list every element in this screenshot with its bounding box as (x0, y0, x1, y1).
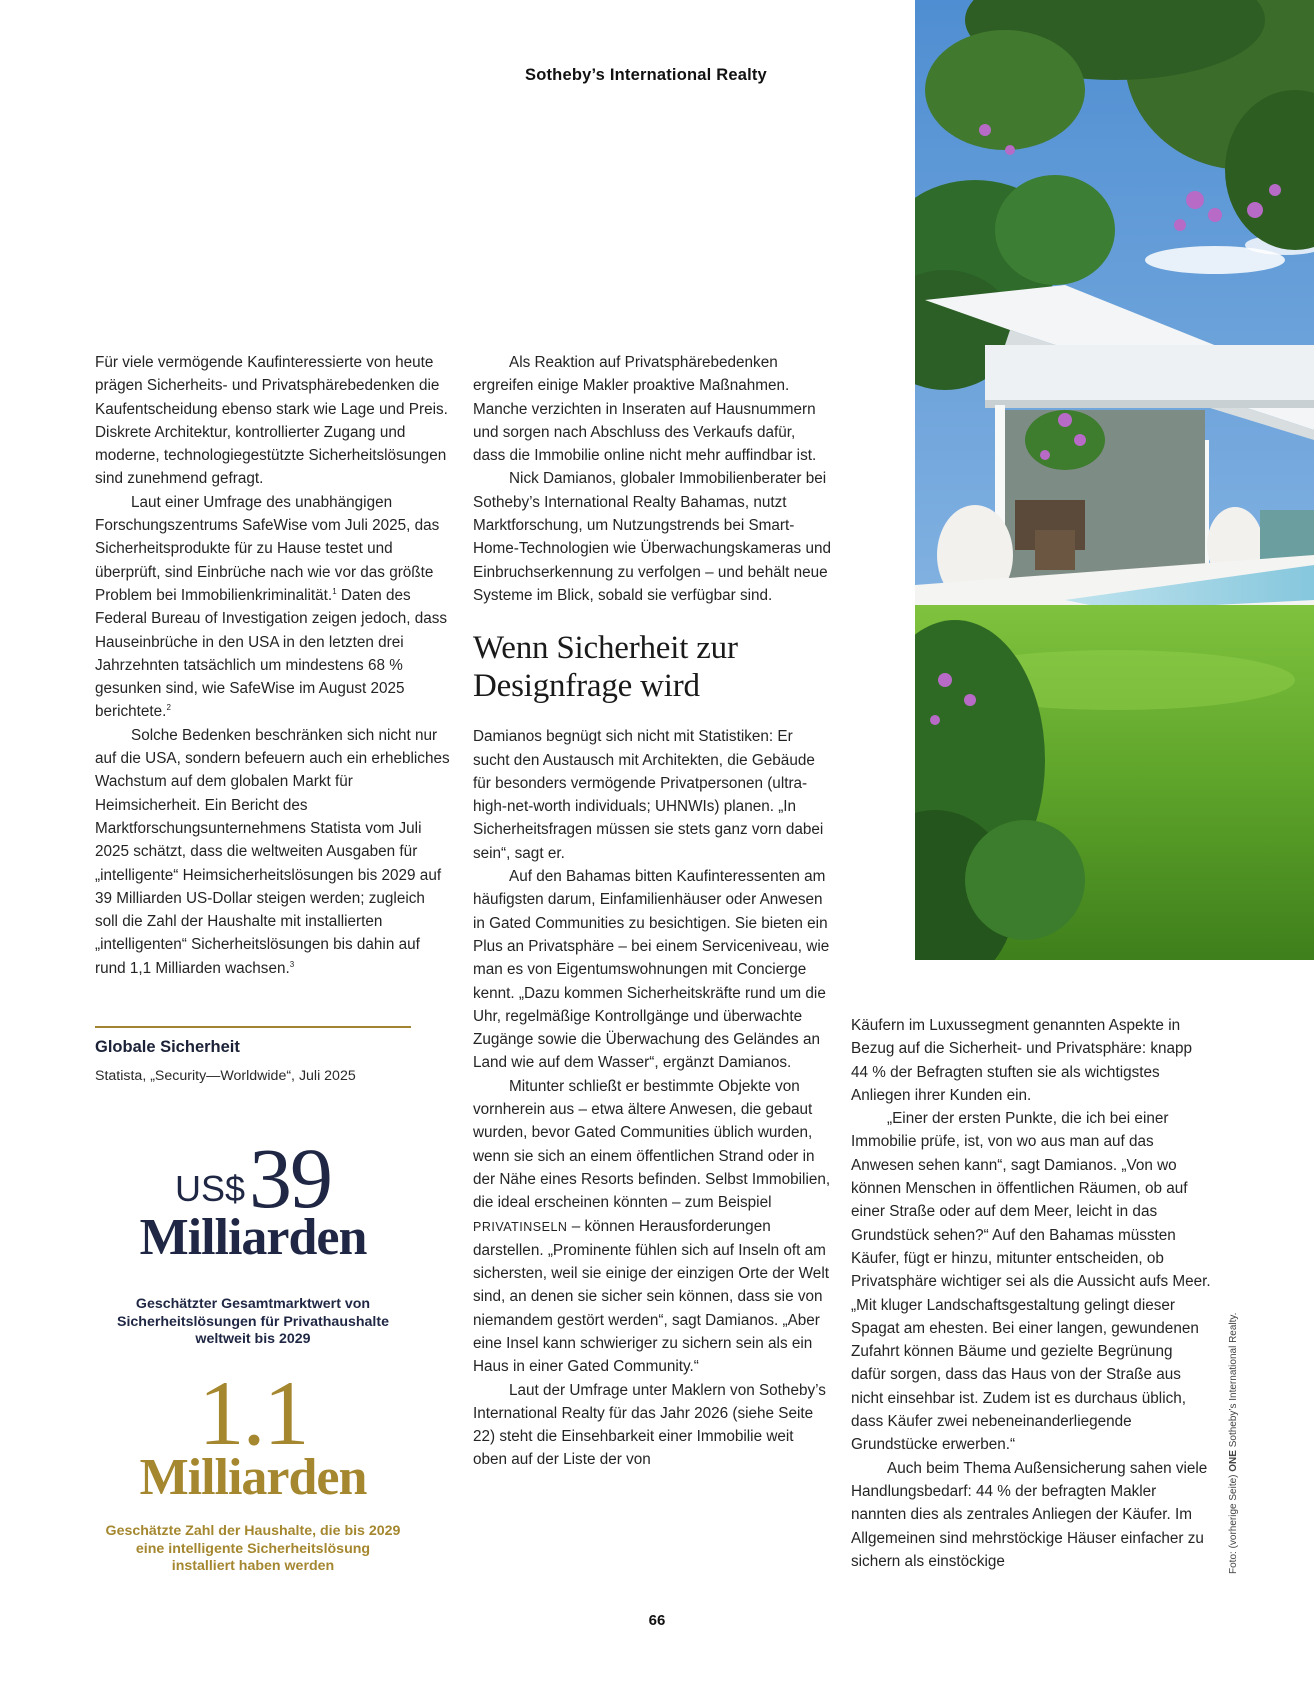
stat-unit: Milliarden (139, 1449, 367, 1506)
paragraph: Solche Bedenken beschränken sich nicht nur auf die USA, sondern befeuern auch ein erhebliches Wachstum auf dem globalen Markt für Heimsicherheit. Ein Bericht des Marktforschungsunternehmens Statista vom Juli 2025 schätzt, dass die weltweiten Ausgaben für „intelligente“ Heimsicherheitslösungen bis 2029 auf 39 Milliarden US-Dollar steigen werden; zugleich soll die Zahl der Haushalte mit installierten „intelligenten“ Sicherheitslösungen bis dahin auf rund 1,1 Milliarden wachsen.$^3$ (95, 726, 450, 977)
infobox-title: Globale Sicherheit (95, 1038, 240, 1056)
article-column-1 (95, 351, 451, 980)
footnote-marker: 1 (332, 586, 337, 596)
stat-market-value (95, 1130, 411, 1266)
infobox-divider (95, 1026, 411, 1028)
stat-description: Geschätzte Zahl der Haushalte, die bis 2029 eine intelligente Sicherheitslösung installiert haben werden (105, 1523, 401, 1574)
footnote-marker: 3 (289, 959, 295, 969)
paragraph: Als Reaktion auf Privatsphärebedenken ergreifen einige Makler proaktive Maßnahmen. Manche verzichten in Inseraten auf Hausnummern und sorgen nach Abschluss des Verkaufs dafür, dass die Immobilie online nicht mehr auffindbar ist. (473, 354, 817, 465)
paragraph: Laut der Umfrage unter Maklern von Sotheby’s International Realty für das Jahr 2026 (siehe Seite 22) steht die Einsehbarkeit einer Immobilie weit oben auf der Liste der von (473, 1381, 826, 1469)
stat-number: 39 (249, 1130, 332, 1226)
paragraph: Für viele vermögende Kaufinteressierte von heute prägen Sicherheits- und Privatsphärebedenken die Kaufentscheidung ebenso stark wie Lage und Preis. Diskrete Architektur, kontrollierter Zugang und moderne, technologiegestützte Sicherheitslösungen sind zunehmend gefragt. (95, 354, 448, 488)
article-column-2 (473, 351, 831, 1472)
paragraph: Mitunter schließt er bestimmte Objekte von vornherein aus – etwa ältere Anwesen, die gebaut wurden, bevor Gated Communities üblich wurden, wenn sie sich an einem öffentlichen Strand oder in der Nähe eines Resorts befinden. Selbst Immobilien, die ideal erscheinen könnten – zum Beispiel PRIVATINSELN – können Herausforderungen darstellen. „Prominente fühlen sich auf Inseln oft am sichersten, weil sie einige der einzigen Orte der Welt sind, an denen sie sicher sein können, dass sie von niemandem gestört werden“, sagt Damianos. „Aber eine Insel kann schwieriger zu sichern sein als ein Haus in einer Gated Community.“ (473, 1077, 831, 1376)
paragraph: Nick Damianos, globaler Immobilienberater bei Sotheby’s International Realty Bahamas, nutzt Marktforschung, um Nutzungstrends bei Smart-Home-Technologien wie Überwachungskameras und Einbruchserkennung zu verfolgen – und behält neue Systeme im Blick, sobald sie verfügbar sind. (473, 470, 831, 604)
paragraph: Käufern im Luxussegment genannten Aspekte in Bezug auf die Sicherheit- und Privatsphäre: knapp 44 % der Befragten stuften sie als wichtigstes Anliegen ihrer Kunden ein. (851, 1017, 1192, 1104)
stat-number: 1.1 (198, 1362, 308, 1464)
section-heading: Wenn Sicherheit zur Designfrage wird (473, 630, 738, 705)
paragraph: Laut einer Umfrage des unabhängigen Forschungszentrums SafeWise vom Juli 2025, das Sicherheitsprodukte für zu Hause testet und überprüft, sind Einbrüche nach wie vor das größte Problem bei Immobilienkriminalität.$^1$ Daten des Federal Bureau of Investigation zeigen jedoch, dass Hauseinbrüche in den USA in den letzten drei Jahrzehnten tatsächlich um mindestens 68 % gesunken sind, wie SafeWise im August 2025 berichtete.$^2$ (95, 493, 448, 721)
paragraph: Auf den Bahamas bitten Kaufinteressenten am häufigsten darum, Einfamilienhäuser oder Anwesen in Gated Communities zu besichtigen. Sie bieten ein Plus an Privatsphäre – bei einem Serviceniveau, wie man es von Eigentumswohnungen mit Concierge kennt. „Dazu kommen Sicherheitskräfte rund um die Uhr, regelmäßige Kontrollgänge und überwachte Zugänge sowie die Überwachung des Geländes an Land wie auf dem Wasser“, ergänzt Damianos. (473, 868, 830, 1072)
paragraph: Damianos begnügt sich nicht mit Statistiken: Er sucht den Austausch mit Architekten, die Gebäude für besonders vermögende Privatpersonen (ultra-high-net-worth individuals; UHNWIs) planen. „In Sicherheitsfragen müssen sie stets ganz vorn dabei sein“, sagt er. (473, 728, 824, 862)
article-column-3 (851, 1014, 1211, 1573)
small-caps-text: PRIVATINSELN (473, 1219, 568, 1234)
stat-unit: Milliarden (139, 1209, 367, 1266)
stat-households (95, 1362, 411, 1506)
paragraph: „Einer der ersten Punkte, die ich bei einer Immobilie prüfe, ist, von wo aus man auf das Anwesen sehen kann“, sagt Damianos. „Von wo können Menschen in öffentlichen Räumen, ob auf einer Straße oder auf dem Meer, leicht in das Grundstück sehen?“ Auf den Bahamas müssten Käufer, fügt er hinzu, mitunter entscheiden, ob Privatsphäre wichtiger sei als die Aussicht aufs Meer. „Mit kluger Landschaftsgestaltung gelingt dieser Spagat am ehesten. Bei einer langen, gewundenen Zufahrt können Bäume und gezielte Begrünung dafür sorgen, dass das Haus von der Straße aus nicht einsehbar ist. Zudem ist es durchaus üblich, dass Käufer zwei nebeneinanderliegende Grundstücke erwerben.“ (851, 1110, 1211, 1454)
villa-garden-photo (915, 0, 1314, 960)
credit-brand: ONE (1228, 1450, 1239, 1472)
page-number: 66 (648, 1612, 666, 1629)
infobox-source: Statista, „Security—Worldwide“, Juli 2025 (95, 1068, 356, 1084)
paragraph: Auch beim Thema Außensicherung sahen viele Handlungsbedarf: 44 % der befragten Makler nannten dies als zentrales Anliegen der Käufer. Im Allgemeinen sind mehrstöckige Häuser einfacher zu sichern als einstöckige (851, 1459, 1208, 1570)
header-brand: Sotheby’s International Realty (525, 66, 767, 84)
stat-currency-prefix: US$ (174, 1168, 246, 1209)
stat-description: Geschätzter Gesamtmarktwert von Sicherheitslösungen für Privathaushalte weltweit bis 2029 (117, 1296, 389, 1347)
photo-illustration (915, 0, 1314, 960)
footnote-marker: 2 (166, 703, 171, 713)
photo-credit: Foto: (vorherige Seite) ONE Sotheby’s International Realty. (1228, 1312, 1239, 1574)
